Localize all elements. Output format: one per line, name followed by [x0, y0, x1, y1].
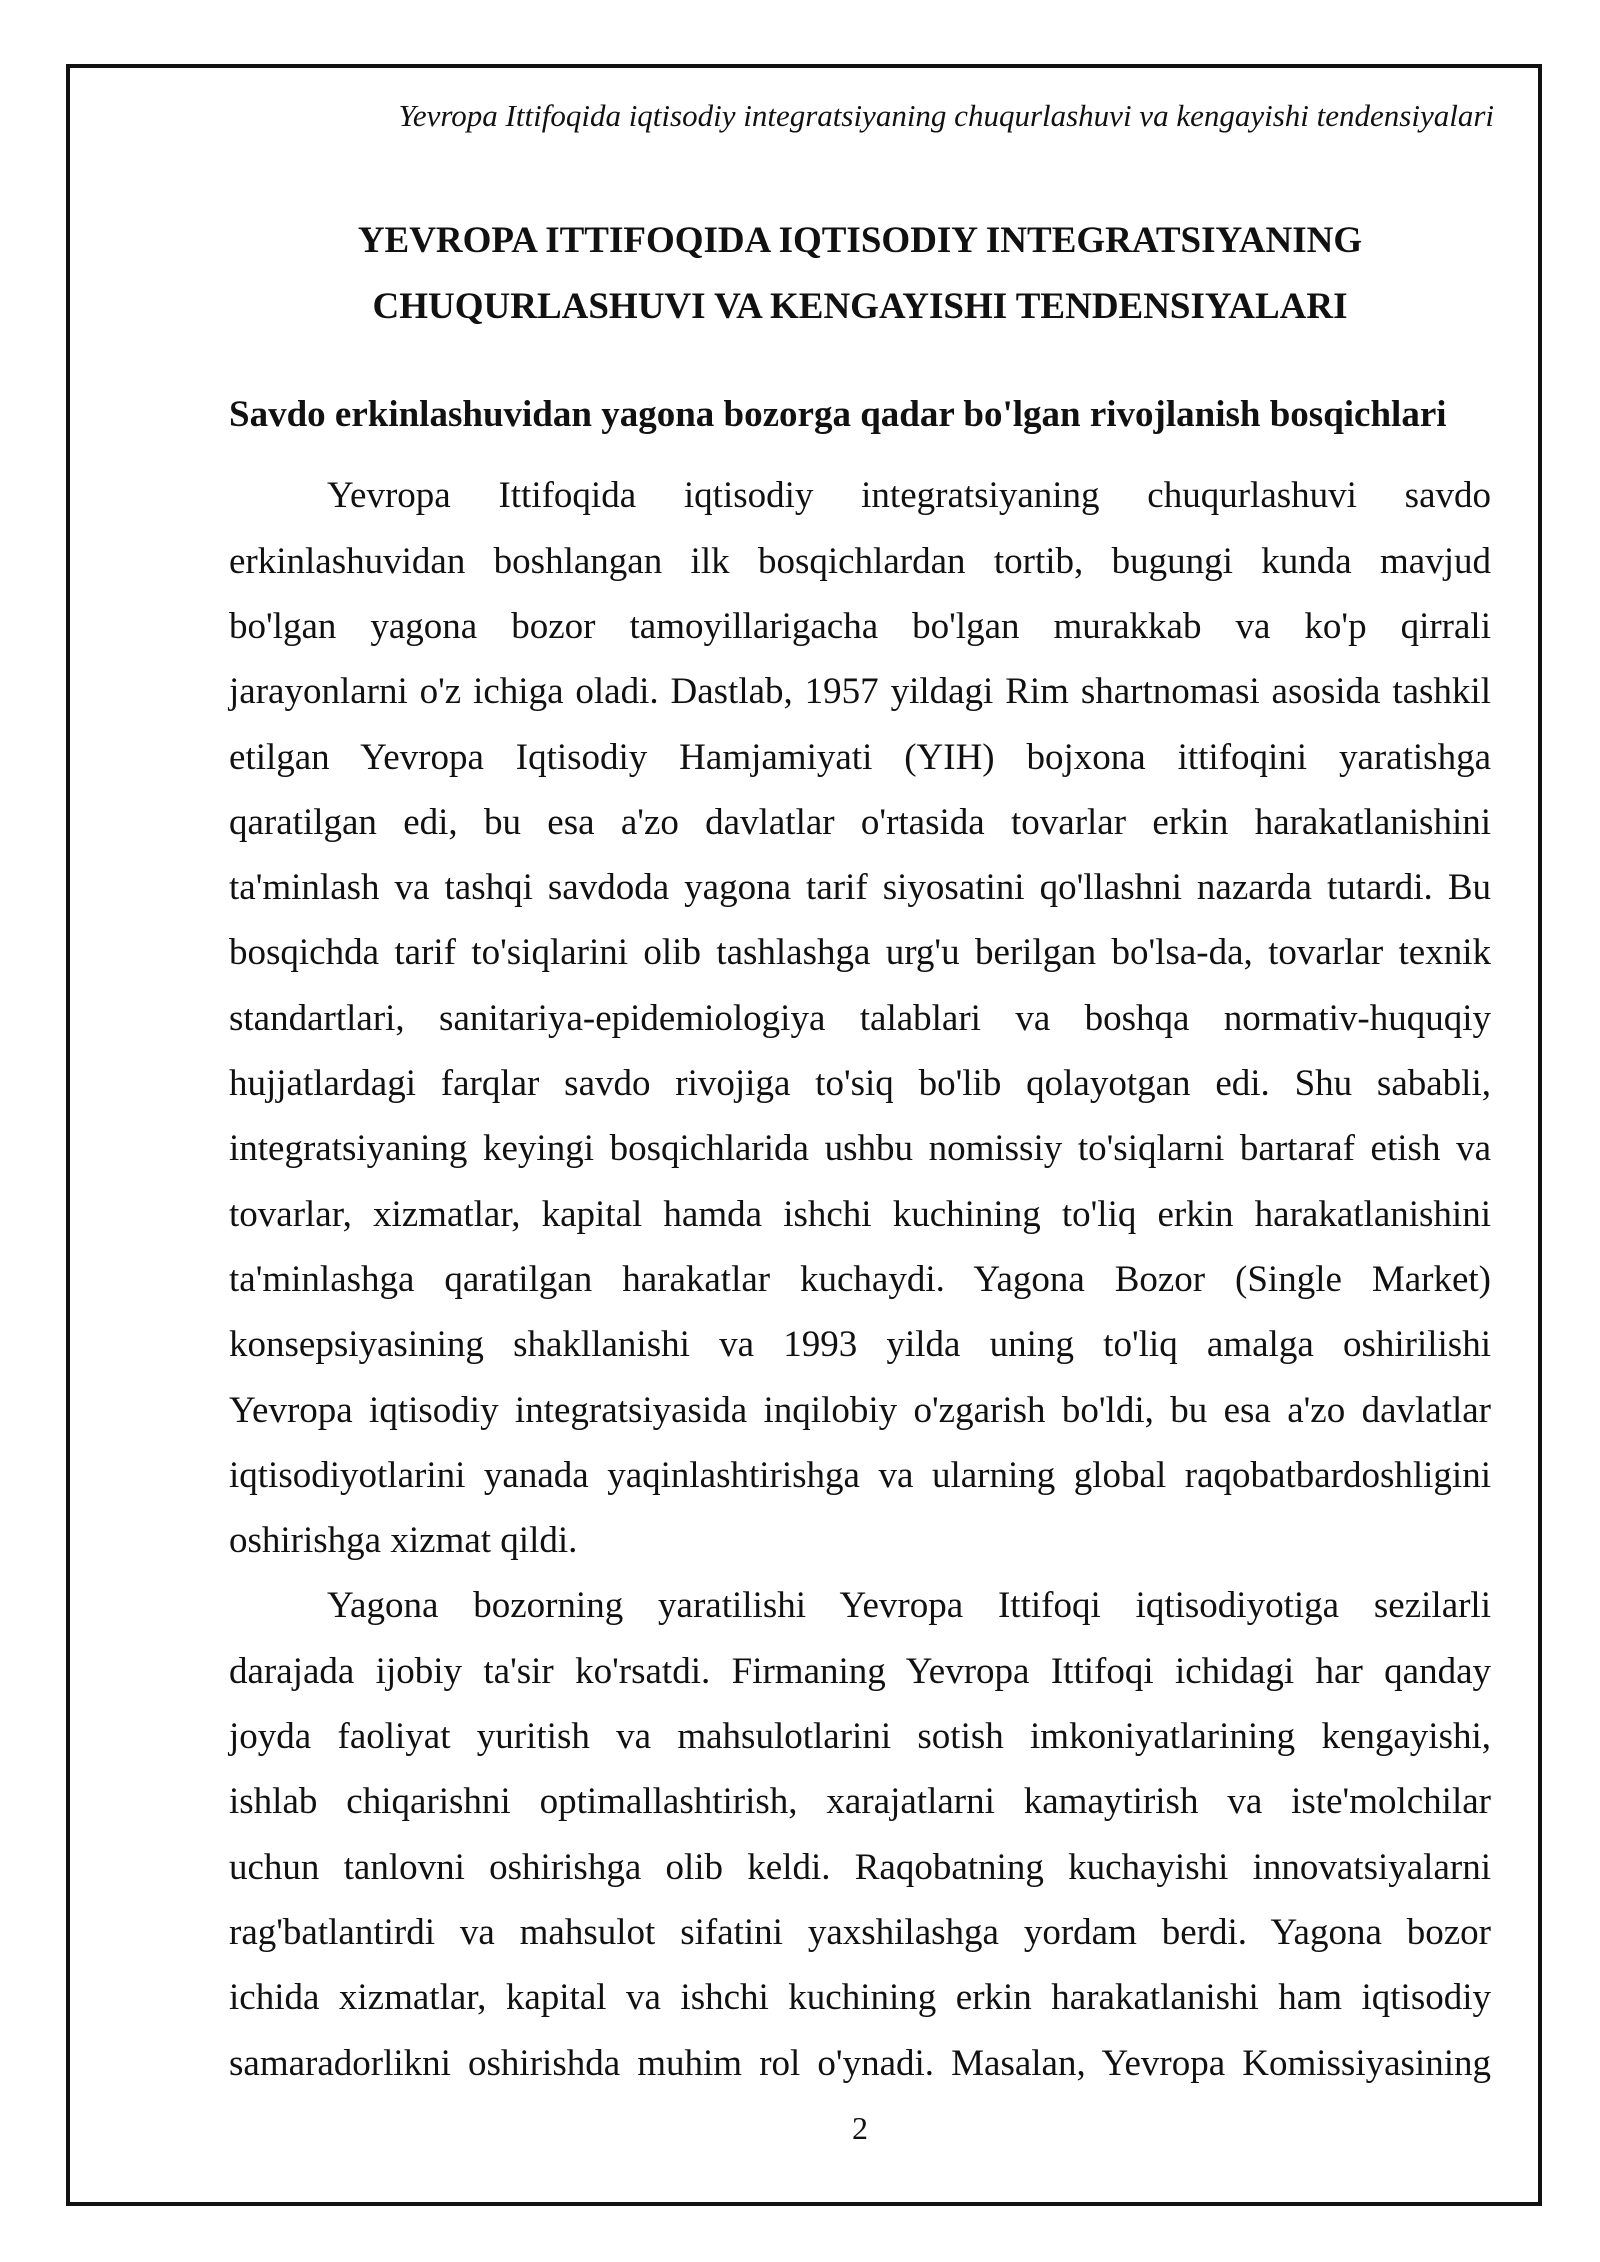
text-line: ishlab chiqarishni optimallashtirish, xarajatlarni kamaytirish va iste'molchilar	[229, 1781, 1491, 1823]
text-line: tovarlar, xizmatlar, kapital hamda ishchi kuchining to'liq erkin harakatlanishini	[229, 1193, 1491, 1235]
section-heading: Savdo erkinlashuvidan yagona bozorga qadar bo'lgan rivojlanish bosqichlari	[229, 394, 1447, 435]
text-line: hujjatlardagi farqlar savdo rivojiga to'siq bo'lib qolayotgan edi. Shu sababli,	[229, 1063, 1491, 1105]
text-line: samaradorlikni oshirishda muhim rol o'ynadi. Masalan, Yevropa Komissiyasining	[229, 2042, 1491, 2084]
text-line: erkinlashuvidan boshlangan ilk bosqichlardan tortib, bugungi kunda mavjud	[229, 540, 1491, 582]
paragraph	[229, 463, 1491, 1573]
text-line: oshirishga xizmat qildi.	[229, 1520, 578, 1562]
running-header: Yevropa Ittifoqida iqtisodiy integratsiyaning chuqurlashuvi va kengayishi tendensiyalari	[398, 98, 1494, 133]
body-text	[229, 463, 1491, 2095]
text-line: bo'lgan yagona bozor tamoyillarigacha bo'lgan murakkab va ko'p qirrali	[229, 605, 1491, 647]
text-line: darajada ijobiy ta'sir ko'rsatdi. Firmaning Yevropa Ittifoqi ichidagi har qanday	[229, 1650, 1491, 1692]
paragraph	[229, 1573, 1491, 2095]
text-line: Yevropa iqtisodiy integratsiyasida inqilobiy o'zgarish bo'ldi, bu esa a'zo davlatlar	[229, 1389, 1491, 1431]
text-line: jarayonlarni o'z ichiga oladi. Dastlab, 1957 yildagi Rim shartnomasi asosida tashkil	[229, 671, 1491, 713]
text-line: etilgan Yevropa Iqtisodiy Hamjamiyati (YIH) bojxona ittifoqini yaratishga	[229, 736, 1491, 778]
document-title-line: YEVROPA ITTIFOQIDA IQTISODIY INTEGRATSIYANING	[357, 220, 1363, 261]
text-line: qaratilgan edi, bu esa a'zo davlatlar o'rtasida tovarlar erkin harakatlanishini	[229, 801, 1491, 843]
text-line: ta'minlash va tashqi savdoda yagona tarif siyosatini qo'llashni nazarda tutardi. Bu	[229, 867, 1491, 909]
text-line: konsepsiyasining shakllanishi va 1993 yilda uning to'liq amalga oshirilishi	[229, 1324, 1491, 1366]
text-line: ichida xizmatlar, kapital va ishchi kuchining erkin harakatlanishi ham iqtisodiy	[229, 1977, 1491, 2019]
text-line: bosqichda tarif to'siqlarini olib tashlashga urg'u berilgan bo'lsa-da, tovarlar texnik	[229, 932, 1491, 974]
text-line: iqtisodiyotlarini yanada yaqinlashtirishga va ularning global raqobatbardoshligini	[229, 1454, 1491, 1496]
text-line: Yagona bozorning yaratilishi Yevropa Ittifoqi iqtisodiyotiga sezilarli	[327, 1585, 1491, 1627]
text-line: standartlari, sanitariya-epidemiologiya talablari va boshqa normativ-huquqiy	[229, 997, 1491, 1039]
page-number: 2	[852, 2110, 868, 2146]
text-line: ta'minlashga qaratilgan harakatlar kuchaydi. Yagona Bozor (Single Market)	[229, 1258, 1491, 1300]
text-line: rag'batlantirdi va mahsulot sifatini yaxshilashga yordam berdi. Yagona bozor	[229, 1911, 1491, 1953]
text-line: uchun tanlovni oshirishga olib keldi. Raqobatning kuchayishi innovatsiyalarni	[229, 1846, 1491, 1888]
document-title-line: CHUQURLASHUVI VA KENGAYISHI TENDENSIYALARI	[372, 286, 1348, 327]
document-title	[229, 208, 1491, 340]
text-line: integratsiyaning keyingi bosqichlarida ushbu nomissiy to'siqlarni bartaraf etish va	[229, 1128, 1491, 1170]
text-line: joyda faoliyat yuritish va mahsulotlarini sotish imkoniyatlarining kengayishi,	[229, 1716, 1491, 1758]
text-line: Yevropa Ittifoqida iqtisodiy integratsiyaning chuqurlashuvi savdo	[327, 475, 1491, 517]
